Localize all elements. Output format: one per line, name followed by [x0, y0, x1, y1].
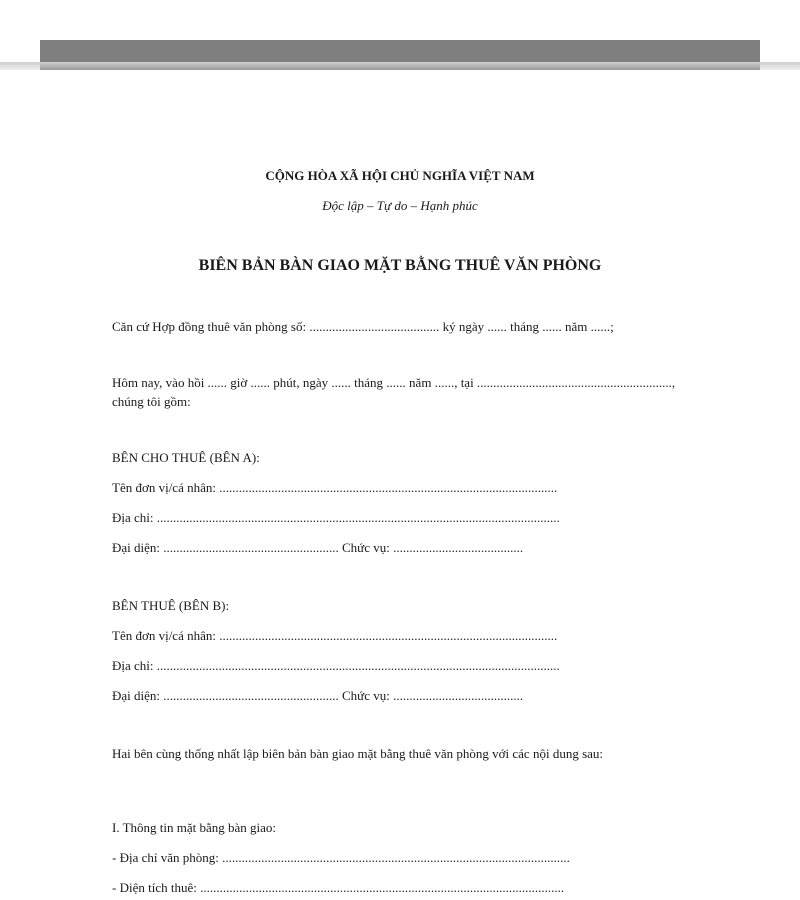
- office-address-field: - Địa chỉ văn phòng: ...........................................................................................................: [112, 850, 570, 865]
- agreement-statement: Hai bên cùng thống nhất lập biên bản bàn giao mặt bằng thuê văn phòng với các nội dung sau:: [112, 746, 604, 761]
- section-1-heading: I. Thông tin mặt bằng bàn giao:: [112, 820, 277, 835]
- national-motto: Độc lập – Tự do – Hạnh phúc: [322, 198, 478, 213]
- party-b-name-field: Tên đơn vị/cá nhân: ........................................................................................................: [112, 628, 558, 643]
- contract-basis: Căn cứ Hợp đồng thuê văn phòng số: ........................................ ký ngày ...... tháng ...... năm ......;: [112, 319, 614, 334]
- party-a-name-field: Tên đơn vị/cá nhân: ........................................................................................................: [112, 480, 558, 495]
- rental-area-field: - Diện tích thuê: ................................................................................................................: [112, 880, 565, 895]
- party-a-representative-field: Đại diện: ...................................................... Chức vụ: ........................................: [112, 540, 524, 555]
- party-b-heading: BÊN THUÊ (BÊN B):: [112, 598, 230, 613]
- national-title: CỘNG HÒA XÃ HỘI CHỦ NGHĨA VIỆT NAM: [265, 168, 535, 183]
- intro-line-2: chúng tôi gồm:: [112, 394, 191, 409]
- party-b-representative-field: Đại diện: ...................................................... Chức vụ: ........................................: [112, 688, 524, 703]
- document-title: BIÊN BẢN BÀN GIAO MẶT BẰNG THUÊ VĂN PHÒNG: [198, 257, 602, 274]
- party-a-heading: BÊN CHO THUÊ (BÊN A):: [112, 450, 260, 465]
- document-page: [0, 70, 800, 900]
- party-b-address-field: Địa chỉ: ............................................................................................................................: [112, 658, 560, 673]
- intro-line-1: Hôm nay, vào hồi ...... giờ ...... phút, ngày ...... tháng ...... năm ......, tại ............................................................,: [112, 375, 676, 390]
- party-a-address-field: Địa chỉ: ............................................................................................................................: [112, 510, 560, 525]
